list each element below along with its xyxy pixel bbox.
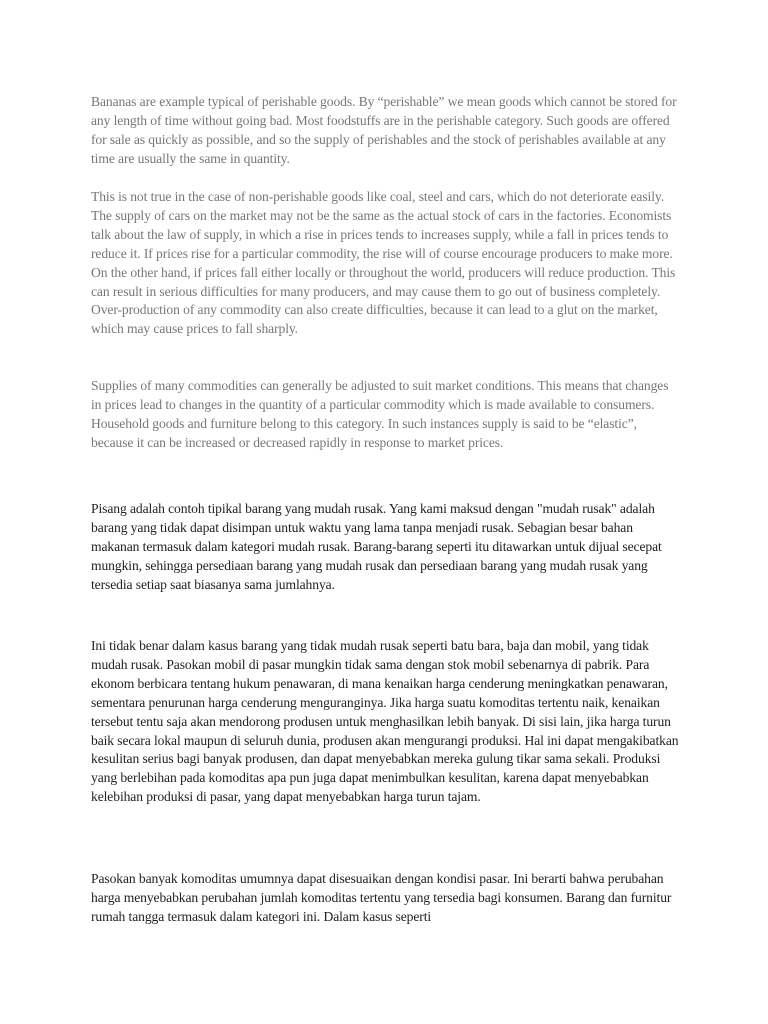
indonesian-paragraph-perishable-goods: Pisang adalah contoh tipikal barang yang mudah rusak. Yang kami maksud dengan "mudah rusak" adalah barang yang tidak dapat disimpan untuk waktu yang lama tanpa menjadi rusak. Sebagian besar bahan makanan termasuk dalam kategori mudah rusak. Barang-barang seperti itu ditawarkan untuk dijual secepat mungkin, sehingga persediaan barang yang mudah rusak dan persediaan barang yang mudah rusak yang tersedia setiap saat biasanya sama jumlahnya. xyxy=(91,501,662,592)
indonesian-paragraph-non-perishable-goods: Ini tidak benar dalam kasus barang yang tidak mudah rusak seperti batu bara, baja dan mobil, yang tidak mudah rusak. Pasokan mobil di pasar mungkin tidak sama dengan stok mobil sebenarnya di pabrik. Para ekonom berbicara tentang hukum penawaran, di mana kenaikan harga cenderung meningkatkan penawaran, sementara penurunan harga cenderung menguranginya. Jika harga suatu komoditas tertentu naik, kenaikan tersebut tentu saja akan mendorong produsen untuk menghasilkan lebih banyak. Di sisi lain, jika harga turun baik secara lokal maupun di seluruh dunia, produsen akan mengurangi produksi. Hal ini dapat mengakibatkan kesulitan serius bagi banyak produsen, dan dapat menyebabkan mereka gulung tikar sama sekali. Produksi yang berlebihan pada komoditas apa pun juga dapat menimbulkan kesulitan, karena dapat menyebabkan kelebihan produksi di pasar, yang dapat menyebabkan harga turun tajam. xyxy=(91,638,679,805)
indonesian-paragraph-elastic-supply: Pasokan banyak komoditas umumnya dapat disesuaikan dengan kondisi pasar. Ini berarti bahwa perubahan harga menyebabkan perubahan jumlah komoditas tertentu yang tersedia bagi konsumen. Barang dan furnitur rumah tangga termasuk dalam kategori ini. Dalam kasus seperti xyxy=(91,871,672,924)
english-paragraph-perishable-goods: Bananas are example typical of perishable goods. By “perishable” we mean goods which cannot be stored for any length of time without going bad. Most foodstuffs are in the perishable category. Such goods are offered for sale as quickly as possible, and so the supply of perishables and the stock of perishables available at any time are usually the same in quantity. xyxy=(91,94,677,166)
english-paragraph-non-perishable-goods: This is not true in the case of non-perishable goods like coal, steel and cars, which do not deteriorate easily. The supply of cars on the market may not be the same as the actual stock of cars in the factories. Economists talk about the law of supply, in which a rise in prices tends to increases supply, while a fall in prices tends to reduce it. If prices rise for a particular commodity, the rise will of course encourage producers to make more. On the other hand, if prices fall either locally or throughout the world, producers will reduce production. This can result in serious difficulties for many producers, and may cause them to go out of business completely. Over-production of any commodity can also create difficulties, because it can lead to a glut on the market, which may cause prices to fall sharply. xyxy=(91,189,676,337)
english-paragraph-elastic-supply: Supplies of many commodities can generally be adjusted to suit market conditions. This means that changes in prices lead to changes in the quantity of a particular commodity which is made available to consumers. Household goods and furniture belong to this category. In such instances supply is said to be “elastic”, because it can be increased or decreased rapidly in response to market prices. xyxy=(91,378,669,450)
